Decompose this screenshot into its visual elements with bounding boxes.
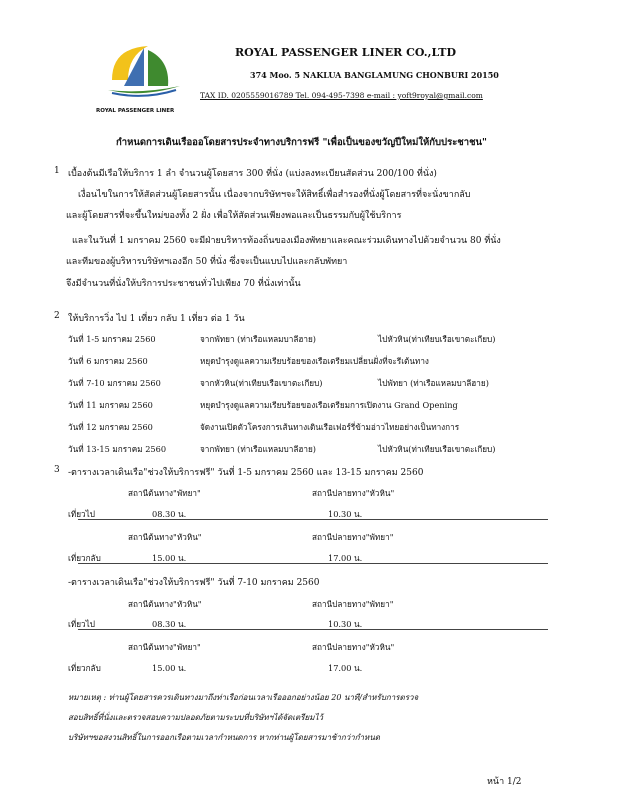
service-desc: หยุดบำรุงดูแลความเรียบร้อยของเรือเตรียมเปลี่ยนฝั่งที่จะรีเต้นทาง	[200, 356, 429, 366]
section-2-number: 2	[54, 311, 60, 321]
company-address: 374 Moo. 5 NAKLUA BANGLAMUNG CHONBURI 20150	[250, 70, 499, 80]
origin-station: สถานีต้นทาง"หัวหิน"	[128, 532, 202, 542]
destination-station: สถานีปลายทาง"หัวหิน"	[312, 642, 395, 652]
section-1-line: จึงมีจำนวนที่นั่งให้บริการประชาชนทั่วไปเพียง 70 ที่นั่งเท่านั้น	[66, 279, 301, 289]
schedule-heading: -ตารางเวลาเดินเรือ"ช่วงให้บริการฟรี" วันที่ 1-5 มกราคม 2560 และ 13-15 มกราคม 2560	[68, 468, 424, 478]
divider	[78, 563, 548, 564]
service-dest: ไปหัวหิน(ท่าเทียบเรือเขาตะเกียบ)	[378, 444, 496, 454]
depart-time: 15.00 น.	[152, 553, 187, 563]
service-date: วันที่ 1-5 มกราคม 2560	[68, 334, 156, 344]
origin-station: สถานีต้นทาง"พัทยา"	[128, 642, 201, 652]
page-title: กำหนดการเดินเรือออโดยสารประจำทางบริการฟรี "เพื่อเป็นของขวัญปีใหม่ให้กับประชาชน"	[116, 137, 487, 148]
service-desc: จากพัทยา (ท่าเรือแหลมบาลีฮาย)	[200, 444, 316, 454]
note-line: สอบสิทธิ์ที่นั่งและตรวจสอบความปลอดภัยตามระบบที่บริษัทฯได้จัดเตรียมไว้	[68, 713, 323, 722]
logo-caption: ROYAL PASSENGER LINER	[96, 108, 175, 114]
trip-label: เที่ยวไป	[68, 619, 95, 629]
section-1-line: และในวันที่ 1 มกราคม 2560 จะมีฝ่ายบริหารท้องถิ่นของเมืองพัทยาและคณะร่วมเดินทางไปด้วยจำนวน 80 ที่นั่ง	[72, 236, 501, 246]
note-line: หมายเหตุ : ท่านผู้โดยสารควรเดินทางมาถึงท่าเรือก่อนเวลาเรือออกอย่างน้อย 20 นาที/สำหรับการตรวจ	[68, 693, 419, 702]
schedule-heading: -ตารางเวลาเดินเรือ"ช่วงให้บริการฟรี" วันที่ 7-10 มกราคม 2560	[68, 578, 320, 588]
page-number: หน้า 1/2	[487, 777, 522, 787]
section-1-line: เงื่อนไขในการให้สัดส่วนผู้โดยสารนั้น เนื่องจากบริษัทฯจะให้สิทธิ์เพื่อสำรองที่นั่งผู้โดยสารที่จะนั่งขากลับ	[78, 190, 471, 200]
section-2-intro: ให้บริการวิ่ง ไป 1 เที่ยว กลับ 1 เที่ยว ต่อ 1 วัน	[68, 314, 245, 324]
service-desc: จากพัทยา (ท่าเรือแหลมบาลีฮาย)	[200, 334, 316, 344]
divider	[78, 519, 548, 520]
depart-time: 08.30 น.	[152, 619, 187, 629]
depart-time: 08.30 น.	[152, 509, 187, 519]
section-3-number: 3	[54, 465, 60, 475]
divider	[78, 629, 548, 630]
note-line: บริษัทฯขอสงวนสิทธิ์ในการออกเรือตามเวลากำหนดการ หากท่านผู้โดยสารมาช้ากว่ากำหนด	[68, 733, 380, 742]
section-1-number: 1	[54, 166, 60, 176]
arrive-time: 10.30 น.	[328, 509, 363, 519]
trip-label: เที่ยวกลับ	[68, 663, 101, 673]
company-name: ROYAL PASSENGER LINER CO.,LTD	[235, 46, 457, 59]
arrive-time: 17.00 น.	[328, 553, 363, 563]
trip-label: เที่ยวไป	[68, 509, 95, 519]
destination-station: สถานีปลายทาง"พัทยา"	[312, 532, 394, 542]
service-date: วันที่ 13-15 มกราคม 2560	[68, 444, 167, 454]
depart-time: 15.00 น.	[152, 663, 187, 673]
origin-station: สถานีต้นทาง"หัวหิน"	[128, 599, 202, 609]
service-date: วันที่ 11 มกราคม 2560	[68, 400, 153, 410]
origin-station: สถานีต้นทาง"พัทยา"	[128, 488, 201, 498]
trip-label: เที่ยวกลับ	[68, 553, 101, 563]
service-desc: จากหัวหิน(ท่าเทียบเรือเขาตะเกียบ)	[200, 378, 323, 388]
destination-station: สถานีปลายทาง"หัวหิน"	[312, 488, 395, 498]
service-dest: ไปพัทยา (ท่าเรือแหลมบาลีฮาย)	[378, 378, 489, 388]
company-contact: TAX ID. 0205559016789 Tel. 094-495-7398 e-mail : yoft9royal@gmail.com	[200, 91, 483, 100]
section-1-line: และผู้โดยสารที่จะขึ้นใหม่ของทั้ง 2 ฝั่ง เพื่อให้สัดส่วนเพียงพอและเป็นธรรมกับผู้ใช้บริการ	[66, 211, 402, 221]
section-1-line: และทีมของผู้บริหารบริษัทฯเองอีก 50 ที่นั่ง ซึ่งจะเป็นแบบไปและกลับพัทยา	[66, 257, 348, 267]
service-dest: ไปหัวหิน(ท่าเทียบเรือเขาตะเกียบ)	[378, 334, 496, 344]
arrive-time: 10.30 น.	[328, 619, 363, 629]
section-1-line: เบื้องต้นมีเรือให้บริการ 1 ลำ จำนวนผู้โดยสาร 300 ที่นั่ง (แบ่งลงทะเบียนสัดส่วน 200/100 ที่นั่ง)	[68, 169, 437, 179]
service-desc: จัดงานเปิดตัวโครงการเส้นทางเดินเรือเฟอร์รี่ข้ามอ่าวไทยอย่างเป็นทางการ	[200, 422, 460, 432]
company-logo	[98, 40, 186, 110]
sailboat-logo-icon	[98, 40, 186, 110]
destination-station: สถานีปลายทาง"พัทยา"	[312, 599, 394, 609]
service-date: วันที่ 6 มกราคม 2560	[68, 356, 148, 366]
arrive-time: 17.00 น.	[328, 663, 363, 673]
service-date: วันที่ 12 มกราคม 2560	[68, 422, 153, 432]
service-date: วันที่ 7-10 มกราคม 2560	[68, 378, 161, 388]
service-desc: หยุดบำรุงดูแลความเรียบร้อยของเรือเตรียมการเปิดงาน Grand Opening	[200, 400, 458, 410]
